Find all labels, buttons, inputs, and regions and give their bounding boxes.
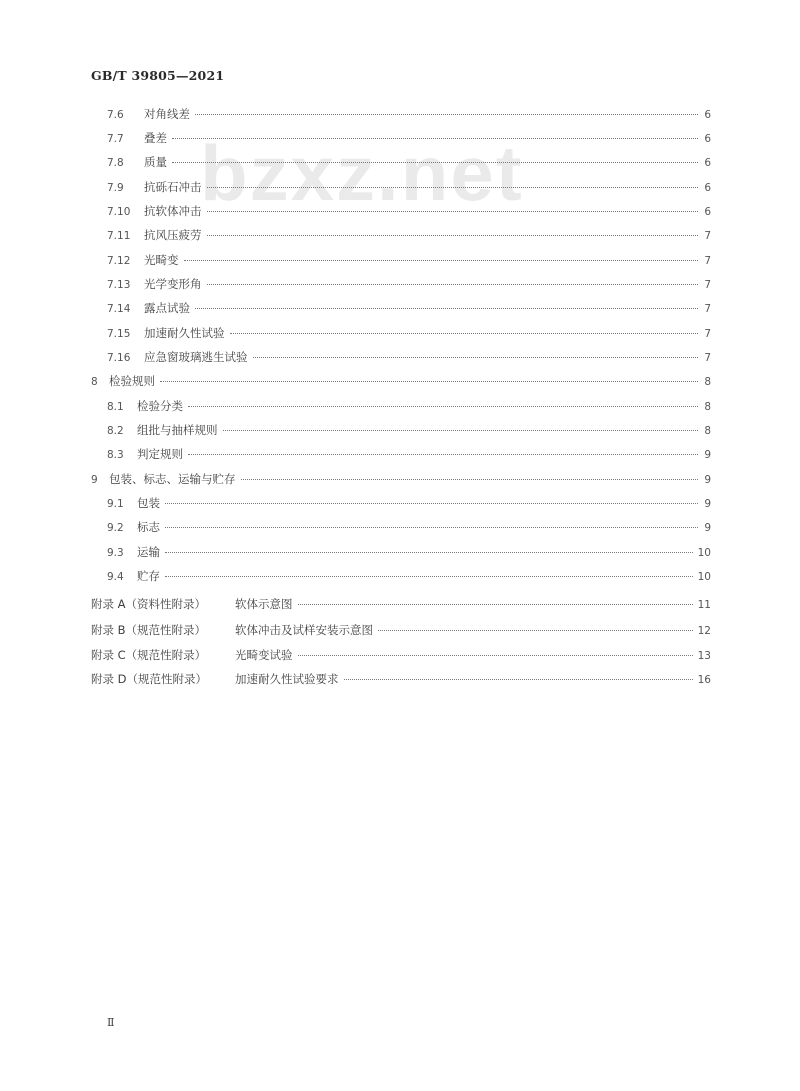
toc-entry-9-2[interactable]: [107, 517, 711, 537]
toc-leader: [188, 453, 698, 455]
toc-number: 8.3: [107, 449, 124, 461]
toc-number: 9.4: [107, 571, 124, 583]
toc-number: 附录 B（规范性附录）: [91, 623, 207, 637]
toc-leader: [378, 629, 693, 631]
toc-title: 对角线差: [144, 107, 190, 121]
toc-number: 7.6: [107, 109, 124, 121]
toc-number: 8.1: [107, 401, 124, 413]
toc-title: 抗软体冲击: [144, 204, 202, 218]
toc-leader: [207, 234, 699, 236]
toc-page: 6: [704, 133, 711, 145]
toc-number: 7.14: [107, 303, 131, 315]
toc-number: 7.12: [107, 255, 131, 267]
toc-number: 8: [91, 376, 98, 388]
toc-page: 7: [704, 352, 711, 364]
toc-leader: [253, 356, 699, 358]
toc-leader: [172, 161, 698, 163]
toc-title: 标志: [137, 520, 160, 534]
toc-number: 7.16: [107, 352, 131, 364]
toc-page: 11: [697, 599, 711, 611]
toc-page: 10: [697, 547, 711, 559]
toc-entry-9-3[interactable]: [107, 542, 711, 562]
toc-number: 8.2: [107, 425, 124, 437]
toc-leader: [165, 502, 698, 504]
toc-leader: [160, 380, 698, 382]
toc-number: 9.1: [107, 498, 124, 510]
toc-title: 检验分类: [137, 399, 183, 413]
toc-page: 12: [697, 625, 711, 637]
toc-number: 7.7: [107, 133, 124, 145]
toc-page: 10: [697, 571, 711, 583]
toc-title: 包装: [137, 496, 160, 510]
toc-title: 组批与抽样规则: [137, 423, 218, 437]
toc-entry-9[interactable]: [91, 469, 711, 489]
toc-entry-appendix-d[interactable]: [91, 669, 711, 689]
toc-entry-9-4[interactable]: [107, 566, 711, 586]
toc-title: 判定规则: [137, 447, 183, 461]
toc-title: 光畸变试验: [235, 648, 293, 662]
toc-number: 9.3: [107, 547, 124, 559]
toc-leader: [165, 575, 693, 577]
standard-number: GB/T 39805—2021: [91, 68, 225, 83]
toc-entry-7-9[interactable]: [107, 177, 711, 197]
toc-number: 附录 C（规范性附录）: [91, 648, 207, 662]
toc-leader: [223, 429, 699, 431]
toc-number: 7.11: [107, 230, 131, 242]
toc-number: 7.15: [107, 328, 131, 340]
toc-leader: [230, 332, 699, 334]
toc-title: 加速耐久性试验: [144, 326, 225, 340]
toc-page: 7: [704, 255, 711, 267]
toc-title: 露点试验: [144, 301, 190, 315]
toc-number: 9: [91, 474, 98, 486]
toc-page: 13: [697, 650, 711, 662]
toc-title: 光畸变: [144, 253, 179, 267]
toc-number: 7.9: [107, 182, 124, 194]
toc-page: 9: [704, 498, 711, 510]
toc-entry-appendix-b[interactable]: [91, 620, 711, 640]
toc-title: 抗砾石冲击: [144, 180, 202, 194]
toc-title: 包装、标志、运输与贮存: [109, 472, 236, 486]
toc-number: 9.2: [107, 522, 124, 534]
toc-entry-7-16[interactable]: [107, 347, 711, 367]
toc-entry-appendix-c[interactable]: [91, 645, 711, 665]
toc-title: 软体示意图: [235, 597, 293, 611]
toc-entry-7-7[interactable]: [107, 128, 711, 148]
toc-leader: [298, 603, 693, 605]
toc-title: 应急窗玻璃逃生试验: [144, 350, 248, 364]
toc-number: 7.8: [107, 157, 124, 169]
toc-page: 16: [697, 674, 711, 686]
toc-leader: [298, 654, 693, 656]
watermark: bzxz.net: [200, 129, 524, 217]
toc-page: 9: [704, 449, 711, 461]
toc-entry-appendix-a[interactable]: [91, 594, 711, 614]
document-code: [91, 68, 224, 83]
toc-entry-9-1[interactable]: [107, 493, 711, 513]
toc-entry-7-11[interactable]: [107, 225, 711, 245]
toc-page: 6: [704, 206, 711, 218]
toc-title: 抗风压疲劳: [144, 228, 202, 242]
toc-page: 8: [704, 401, 711, 413]
toc-title: 检验规则: [109, 374, 155, 388]
toc-leader: [172, 137, 698, 139]
toc-page: 9: [704, 474, 711, 486]
toc-entry-8[interactable]: [91, 371, 711, 391]
toc-page: 7: [704, 303, 711, 315]
toc-number: 7.10: [107, 206, 131, 218]
toc-number: 附录 A（资料性附录）: [91, 597, 207, 611]
toc-entry-7-8[interactable]: [107, 152, 711, 172]
toc-page: 7: [704, 230, 711, 242]
toc-entry-7-12[interactable]: [107, 250, 711, 270]
toc-leader: [207, 186, 699, 188]
toc-title: 运输: [137, 545, 160, 559]
toc-entry-7-15[interactable]: [107, 323, 711, 343]
toc-entry-8-1[interactable]: [107, 396, 711, 416]
page-number: Ⅱ: [107, 1016, 115, 1029]
toc-title: 叠差: [144, 131, 167, 145]
toc-leader: [188, 405, 698, 407]
toc-title: 软体冲击及试样安装示意图: [235, 623, 373, 637]
toc-page: 7: [704, 328, 711, 340]
toc-title: 质量: [144, 155, 167, 169]
toc-entry-8-2[interactable]: [107, 420, 711, 440]
toc-leader: [195, 113, 698, 115]
toc-leader: [165, 526, 698, 528]
toc-page: 9: [704, 522, 711, 534]
toc-number: 7.13: [107, 279, 131, 291]
toc-entry-7-10[interactable]: [107, 201, 711, 221]
toc-leader: [241, 478, 699, 480]
toc-leader: [207, 283, 699, 285]
toc-entry-7-14[interactable]: [107, 298, 711, 318]
toc-title: 光学变形角: [144, 277, 202, 291]
toc-page: 7: [704, 279, 711, 291]
toc-entry-8-3[interactable]: [107, 444, 711, 464]
toc-page: 6: [704, 182, 711, 194]
toc-leader: [207, 210, 699, 212]
toc-leader: [344, 678, 693, 680]
toc-entry-7-13[interactable]: [107, 274, 711, 294]
toc-leader: [165, 551, 693, 553]
toc-number: 附录 D（规范性附录）: [91, 672, 208, 686]
toc-page: 8: [704, 425, 711, 437]
toc-leader: [195, 307, 698, 309]
toc-entry-7-6[interactable]: [107, 104, 711, 124]
toc-page: 6: [704, 109, 711, 121]
toc-leader: [184, 259, 699, 261]
toc-page: 6: [704, 157, 711, 169]
toc-title: 贮存: [137, 569, 160, 583]
toc-page: 8: [704, 376, 711, 388]
toc-title: 加速耐久性试验要求: [235, 672, 339, 686]
